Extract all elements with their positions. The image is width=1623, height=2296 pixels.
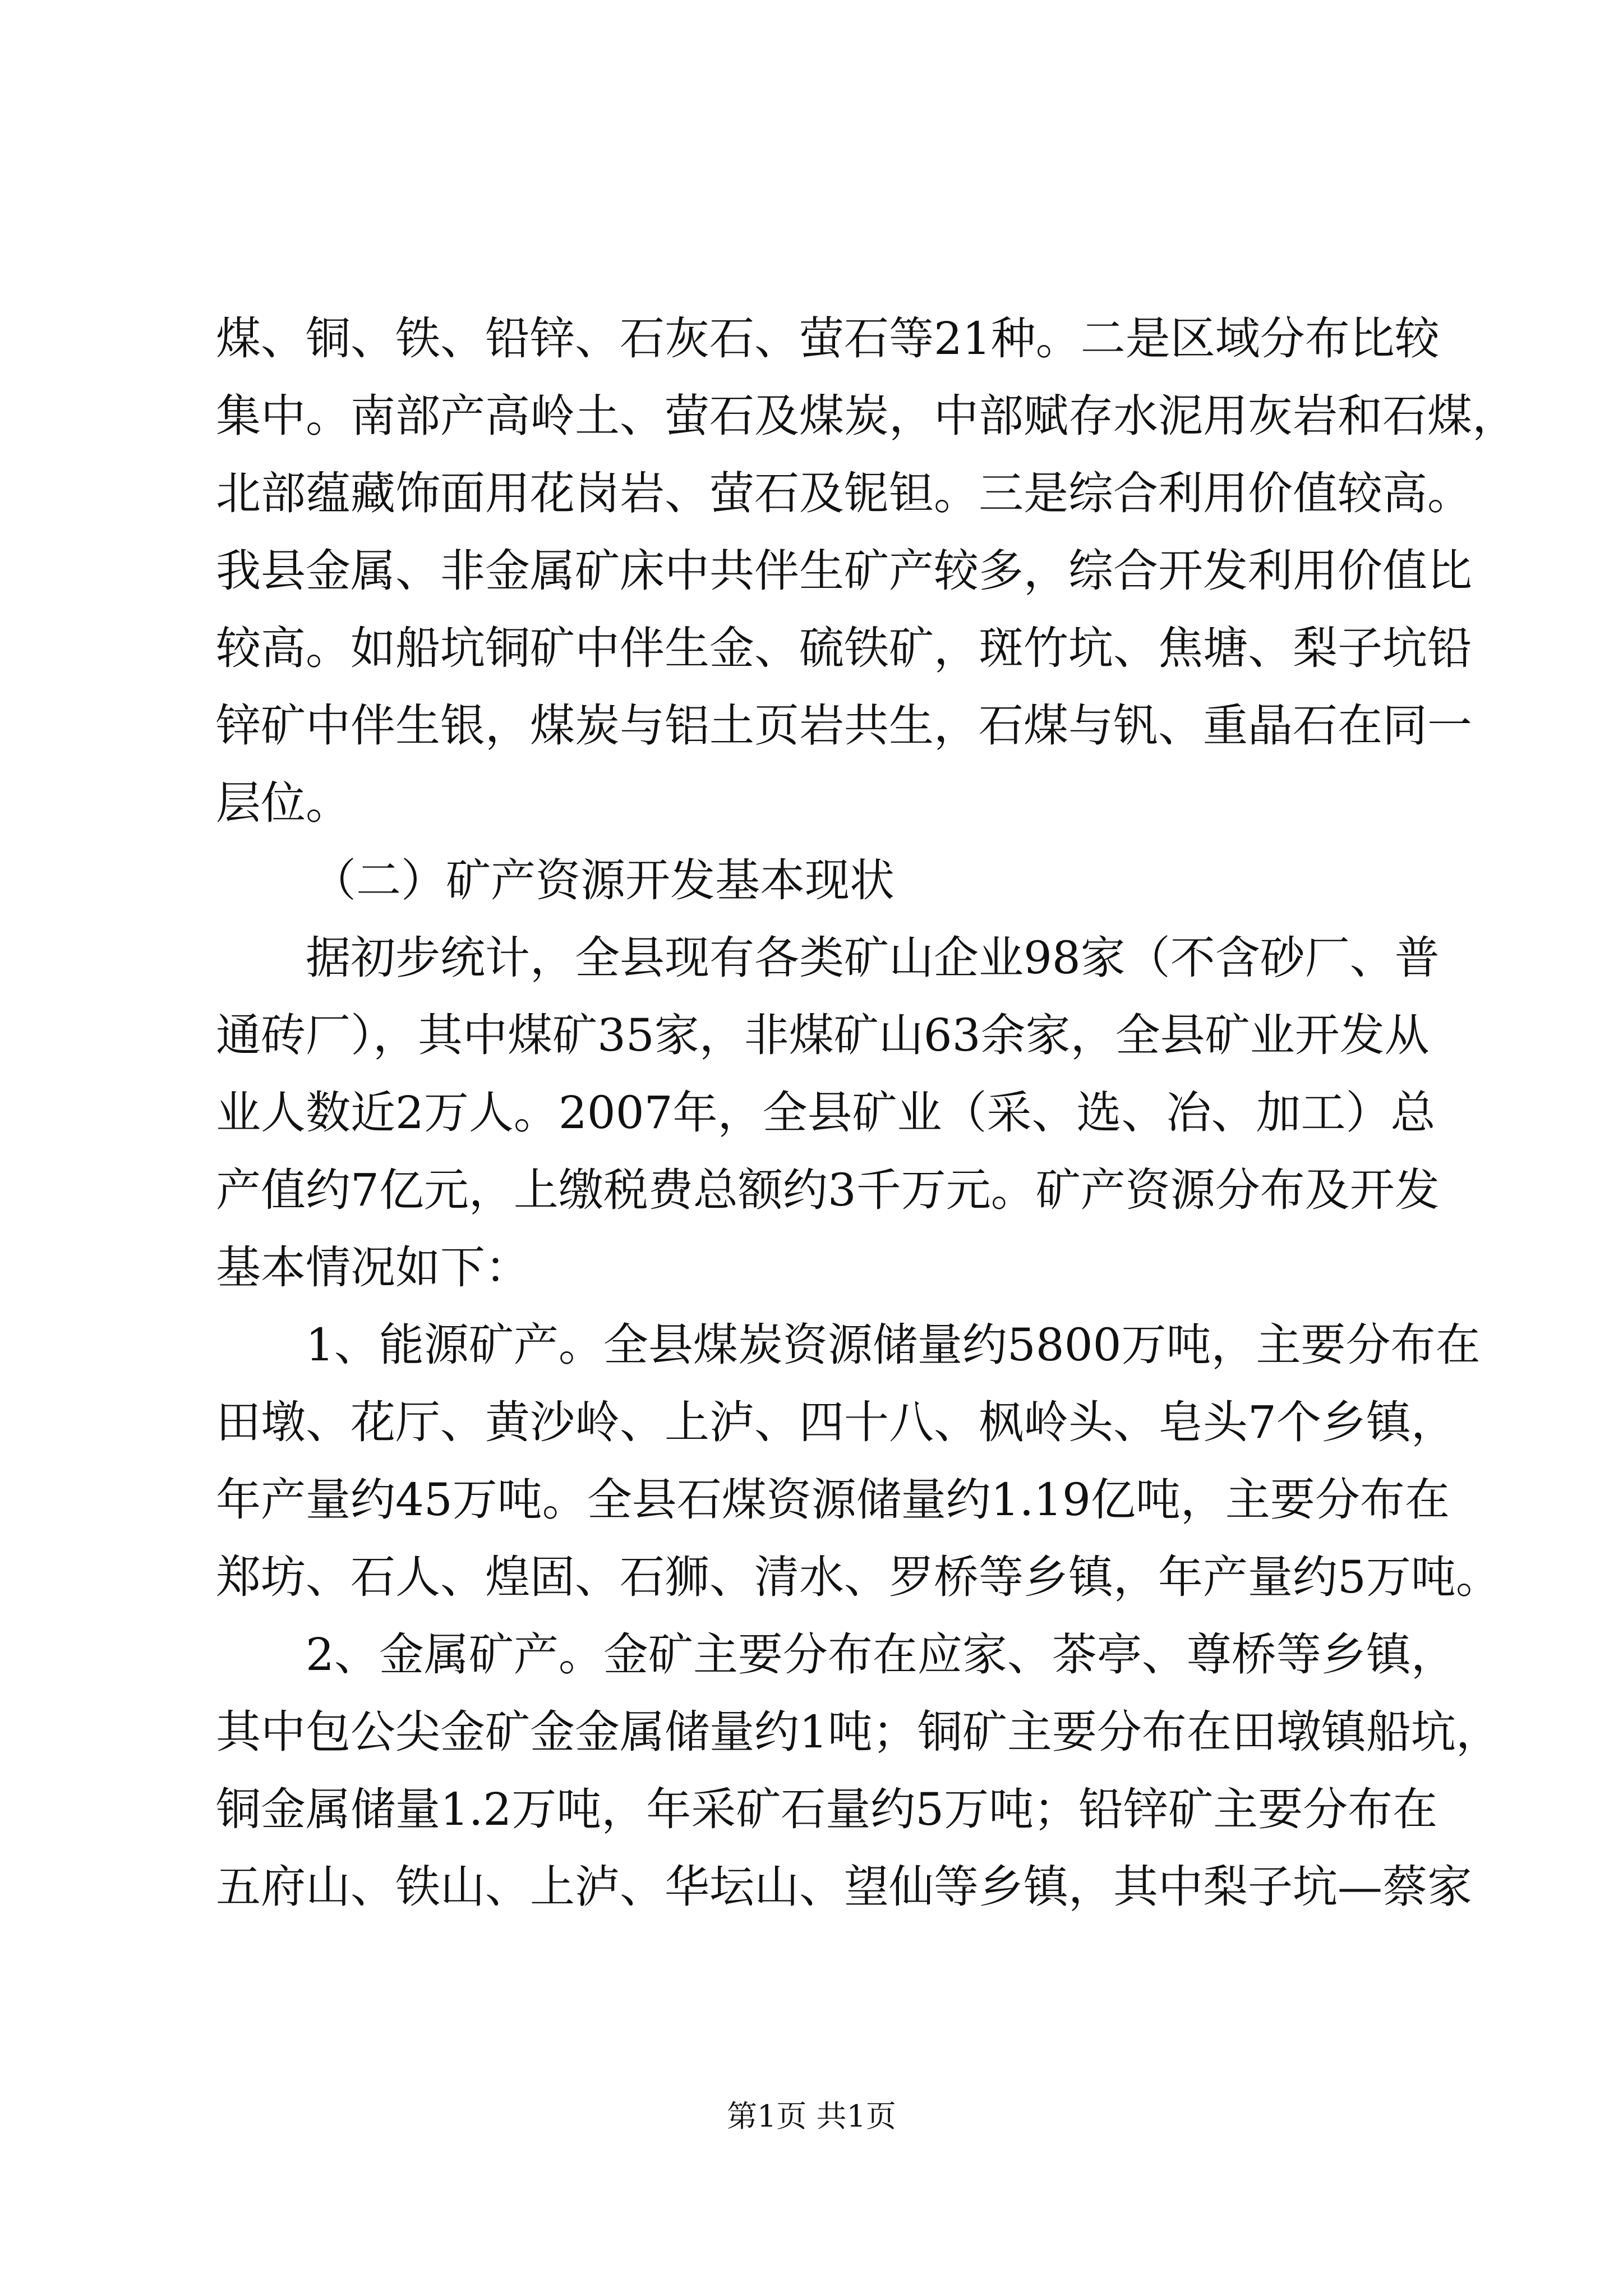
paragraph-line: 层位。	[216, 777, 351, 829]
paragraph-line: 较高。如船坑铜矿中伴生金、硫铁矿，斑竹坑、焦塘、梨子坑铅	[216, 622, 1472, 674]
paragraph-line: 据初步统计，全县现有各类矿山企业98家（不含砂厂、普	[306, 932, 1440, 984]
paragraph-line: 锌矿中伴生银，煤炭与铝土页岩共生，石煤与钒、重晶石在同一	[216, 700, 1472, 752]
paragraph-line: 通砖厂），其中煤矿35家，非煤矿山63余家，全县矿业开发从	[216, 1009, 1430, 1061]
paragraph-line: 年产量约45万吨。全县石煤资源储量约1.19亿吨，主要分布在	[216, 1474, 1450, 1526]
paragraph-line: 产值约7亿元，上缴税费总额约3千万元。矿产资源分布及开发	[216, 1164, 1440, 1216]
paragraph-line: 北部蕴藏饰面用花岗岩、萤石及铌钽。三是综合利用价值较高。	[216, 467, 1472, 519]
paragraph-line: 基本情况如下：	[216, 1241, 530, 1294]
paragraph-line: 集中。南部产高岭土、萤石及煤炭，中部赋存水泥用灰岩和石煤，	[216, 390, 1517, 442]
page-number-label: 第1页 共1页	[727, 2099, 896, 2134]
paragraph-line: 其中包公尖金矿金金属储量约1吨；铜矿主要分布在田墩镇船坑，	[216, 1706, 1501, 1758]
section-heading: （二）矿产资源开发基本现状	[311, 854, 895, 907]
paragraph-line: 煤、铜、铁、铅锌、石灰石、萤石等21种。二是区域分布比较	[216, 312, 1440, 365]
paragraph-line: 郑坊、石人、煌固、石狮、清水、罗桥等乡镇，年产量约5万吨。	[216, 1551, 1501, 1603]
paragraph-line: 业人数近2万人。2007年，全县矿业（采、选、冶、加工）总	[216, 1087, 1436, 1139]
paragraph-line: 铜金属储量1.2万吨，年采矿石量约5万吨；铅锌矿主要分布在	[216, 1783, 1438, 1835]
paragraph-line: 五府山、铁山、上泸、华坛山、望仙等乡镇，其中梨子坑—蔡家	[216, 1861, 1472, 1913]
paragraph-line: 1、能源矿产。全县煤炭资源储量约5800万吨，主要分布在	[306, 1319, 1481, 1371]
page-footer	[0, 2097, 1623, 2136]
document-body	[216, 300, 1517, 1926]
paragraph-line: 2、金属矿产。金矿主要分布在应家、茶亭、尊桥等乡镇，	[306, 1628, 1456, 1681]
paragraph-line: 田墩、花厅、黄沙岭、上泸、四十八、枫岭头、皂头7个乡镇，	[216, 1396, 1456, 1448]
paragraph-line: 我县金属、非金属矿床中共伴生矿产较多，综合开发利用价值比	[216, 545, 1472, 597]
